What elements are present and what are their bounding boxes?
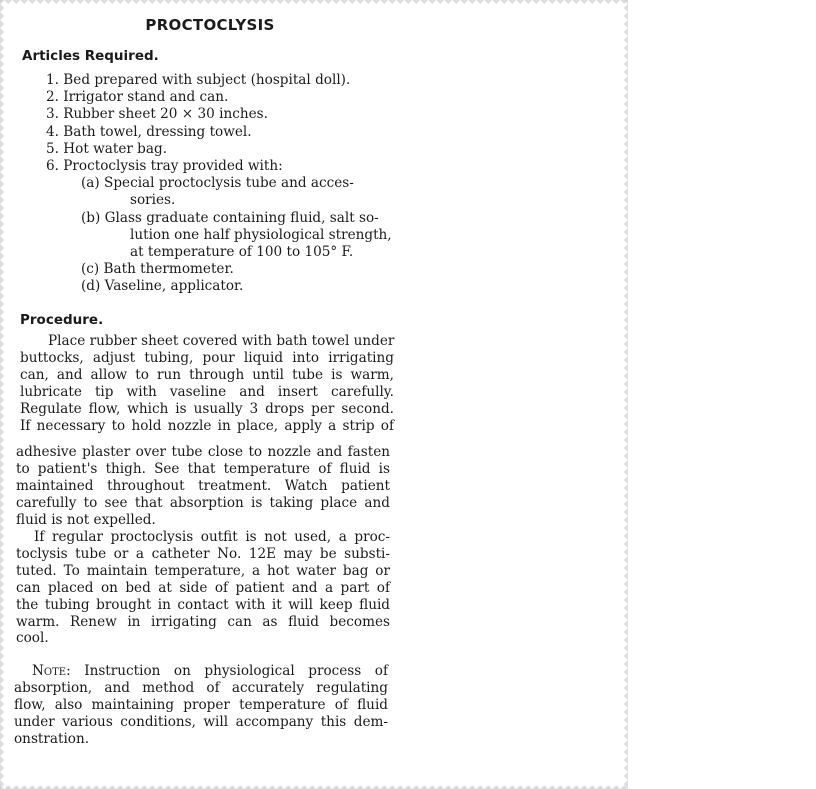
procedure-paragraph-2 xyxy=(16,529,390,647)
text-line: carefully to see that absorption is taking place and xyxy=(16,494,390,511)
text-line: can placed on bed at side of patient and a part of xyxy=(16,579,390,596)
text-line: fluid is not expelled. xyxy=(16,511,156,528)
text-line: warm. Renew in irrigating can as fluid becomes xyxy=(16,613,390,630)
text-line: under various conditions, will accompany this dem- xyxy=(14,713,388,730)
text-line: cool. xyxy=(16,630,49,647)
page-edge-left xyxy=(0,0,6,789)
list-item: 6. Proctoclysis tray provided with: xyxy=(46,158,283,175)
articles-heading: Articles Required. xyxy=(22,48,159,64)
list-subitem: (c) Bath thermometer. xyxy=(81,261,234,278)
page-edge-top xyxy=(0,0,628,6)
list-item: 2. Irrigator stand and can. xyxy=(46,89,229,106)
list-item: 3. Rubber sheet 20 × 30 inches. xyxy=(46,106,268,123)
page-title: PROCTOCLYSIS xyxy=(145,16,275,34)
text-line: to patient's thigh. See that temperature of fluid is xyxy=(16,460,390,477)
text-line: Regulate flow, which is usually 3 drops per second. xyxy=(20,400,394,417)
text-line: If necessary to hold nozzle in place, apply a strip of xyxy=(20,417,394,434)
text-line: If regular proctoclysis outfit is not used, a proc- xyxy=(34,529,390,545)
list-item: 1. Bed prepared with subject (hospital doll). xyxy=(46,72,351,88)
note-line: Instruction on physiological process of xyxy=(84,663,388,679)
text-line: adhesive plaster over tube close to nozzle and fasten xyxy=(16,444,390,460)
note-label: Note: xyxy=(32,663,71,679)
text-line: tuted. To maintain temperature, a hot water bag or xyxy=(16,562,390,579)
text-line: lubricate tip with vaseline and insert carefully. xyxy=(20,383,394,400)
procedure-paragraph-1-continued xyxy=(16,444,390,529)
procedure-paragraph-1 xyxy=(20,333,394,434)
text-line: can, and allow to run through until tube is warm, xyxy=(20,366,394,383)
page-edge-right xyxy=(622,0,628,789)
list-subitem-continuation: lution one half physiological strength, xyxy=(130,226,392,243)
text-line xyxy=(14,663,388,680)
procedure-heading: Procedure. xyxy=(20,312,104,328)
text-line: toclysis tube or a catheter No. 12E may be substi- xyxy=(16,545,390,562)
list-subitem-continuation: at temperature of 100 to 105° F. xyxy=(130,244,354,261)
text-line: flow, also maintaining proper temperature of fluid xyxy=(14,696,388,713)
text-line: Place rubber sheet covered with bath towel under xyxy=(48,333,395,349)
list-subitem: (a) Special proctoclysis tube and acces- xyxy=(81,175,354,192)
articles-list xyxy=(46,72,392,296)
text-line: buttocks, adjust tubing, pour liquid into irrigating xyxy=(20,349,394,366)
list-item: 4. Bath towel, dressing towel. xyxy=(46,123,252,140)
text-line: maintained throughout treatment. Watch patient xyxy=(16,477,390,494)
text-line: the tubing brought in contact with it will keep fluid xyxy=(16,596,390,613)
list-subitem: (b) Glass graduate containing fluid, salt so- xyxy=(81,209,379,226)
list-subitem: (d) Vaseline, applicator. xyxy=(81,278,244,295)
text-line: absorption, and method of accurately regulating xyxy=(14,679,388,696)
list-subitem-continuation: sories. xyxy=(130,192,176,209)
list-item: 5. Hot water bag. xyxy=(46,140,168,157)
text-line: onstration. xyxy=(14,730,90,747)
page-edge-bottom xyxy=(0,783,628,789)
note-paragraph xyxy=(14,663,388,748)
